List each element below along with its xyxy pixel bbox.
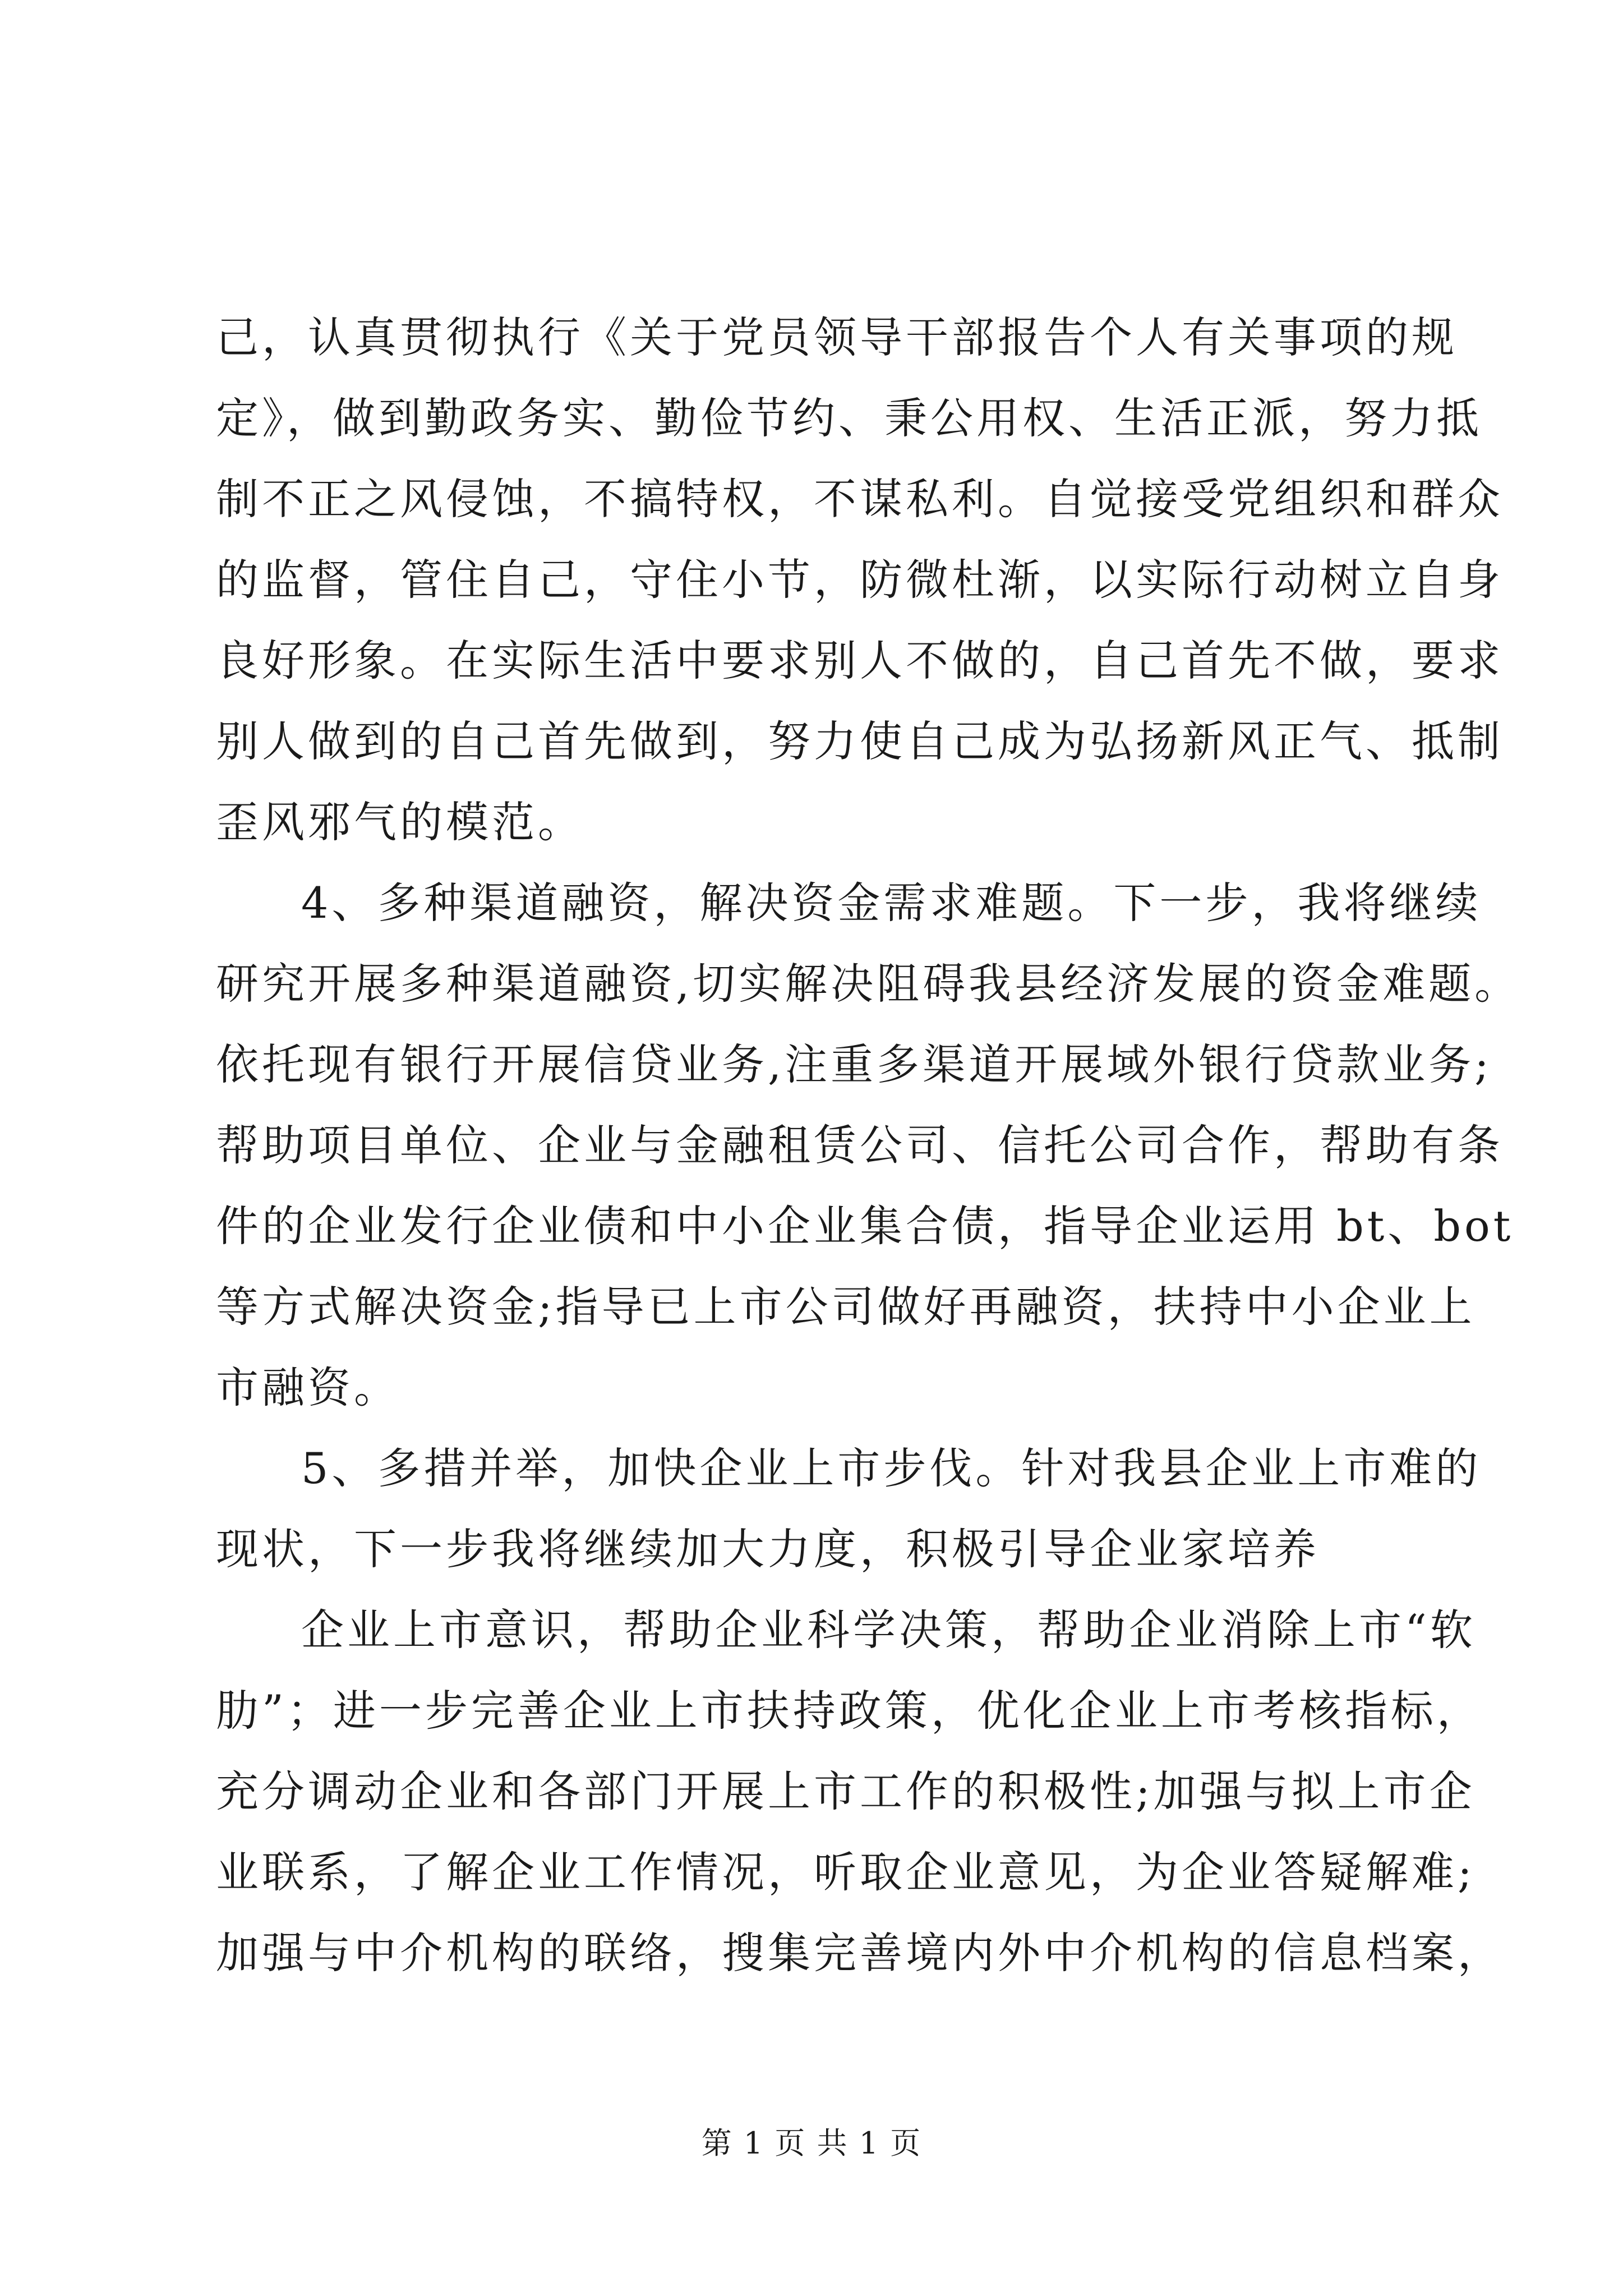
text-line: 4、多种渠道融资，解决资金需求难题。下一步，我将继续 (301, 878, 1482, 928)
text-line: 等方式解决资金;指导已上市公司做好再融资，扶持中小企业上 (216, 1282, 1476, 1332)
page-footer: 第 1 页 共 1 页 (701, 2125, 922, 2161)
paragraph-4 (216, 1590, 1504, 1994)
text-line: 的监督，管住自己，守住小节，防微杜渐，以实际行动树立自身 (216, 555, 1504, 605)
text-line: 别人做到的自己首先做到，努力使自己成为弘扬新风正气、抵制 (216, 716, 1504, 766)
text-line: 歪风邪气的模范。 (216, 797, 584, 847)
text-line: 业联系，了解企业工作情况，听取企业意见，为企业答疑解难; (216, 1847, 1476, 1897)
paragraph-1 (216, 297, 1504, 863)
text-line: 企业上市意识，帮助企业科学决策，帮助企业消除上市“软 (301, 1605, 1476, 1655)
text-line: 依托现有银行开展信贷业务,注重多渠道开展域外银行贷款业务; (216, 1039, 1492, 1089)
paragraph-3 (216, 1428, 1482, 1590)
document-body (216, 297, 1521, 1994)
text-line: 件的企业发行企业债和中小企业集合债，指导企业运用 bt、bot (216, 1201, 1514, 1251)
text-line: 加强与中介机构的联络，搜集完善境内外中介机构的信息档案， (216, 1928, 1504, 1978)
text-line: 充分调动企业和各部门开展上市工作的积极性;加强与拟上市企 (216, 1766, 1476, 1816)
text-line: 良好形象。在实际生活中要求别人不做的，自己首先不做，要求 (216, 636, 1504, 685)
text-line: 肋”；进一步完善企业上市扶持政策，优化企业上市考核指标， (216, 1686, 1483, 1736)
text-line: 己，认真贯彻执行《关于党员领导干部报告个人有关事项的规 (216, 312, 1458, 362)
text-line: 定》，做到勤政务实、勤俭节约、秉公用权、生活正派，努力抵 (216, 393, 1482, 443)
text-line: 帮助项目单位、企业与金融租赁公司、信托公司合作，帮助有条 (216, 1120, 1504, 1170)
text-line: 研究开展多种渠道融资,切实解决阻碍我县经济发展的资金难题。 (216, 959, 1521, 1009)
text-line: 5、多措并举，加快企业上市步伐。针对我县企业上市难的 (301, 1443, 1482, 1493)
text-line: 现状，下一步我将继续加大力度，积极引导企业家培养 (216, 1524, 1320, 1574)
text-line: 市融资。 (216, 1363, 400, 1412)
text-line: 制不正之风侵蚀，不搞特权，不谋私利。自觉接受党组织和群众 (216, 474, 1504, 524)
paragraph-2 (216, 863, 1521, 1428)
